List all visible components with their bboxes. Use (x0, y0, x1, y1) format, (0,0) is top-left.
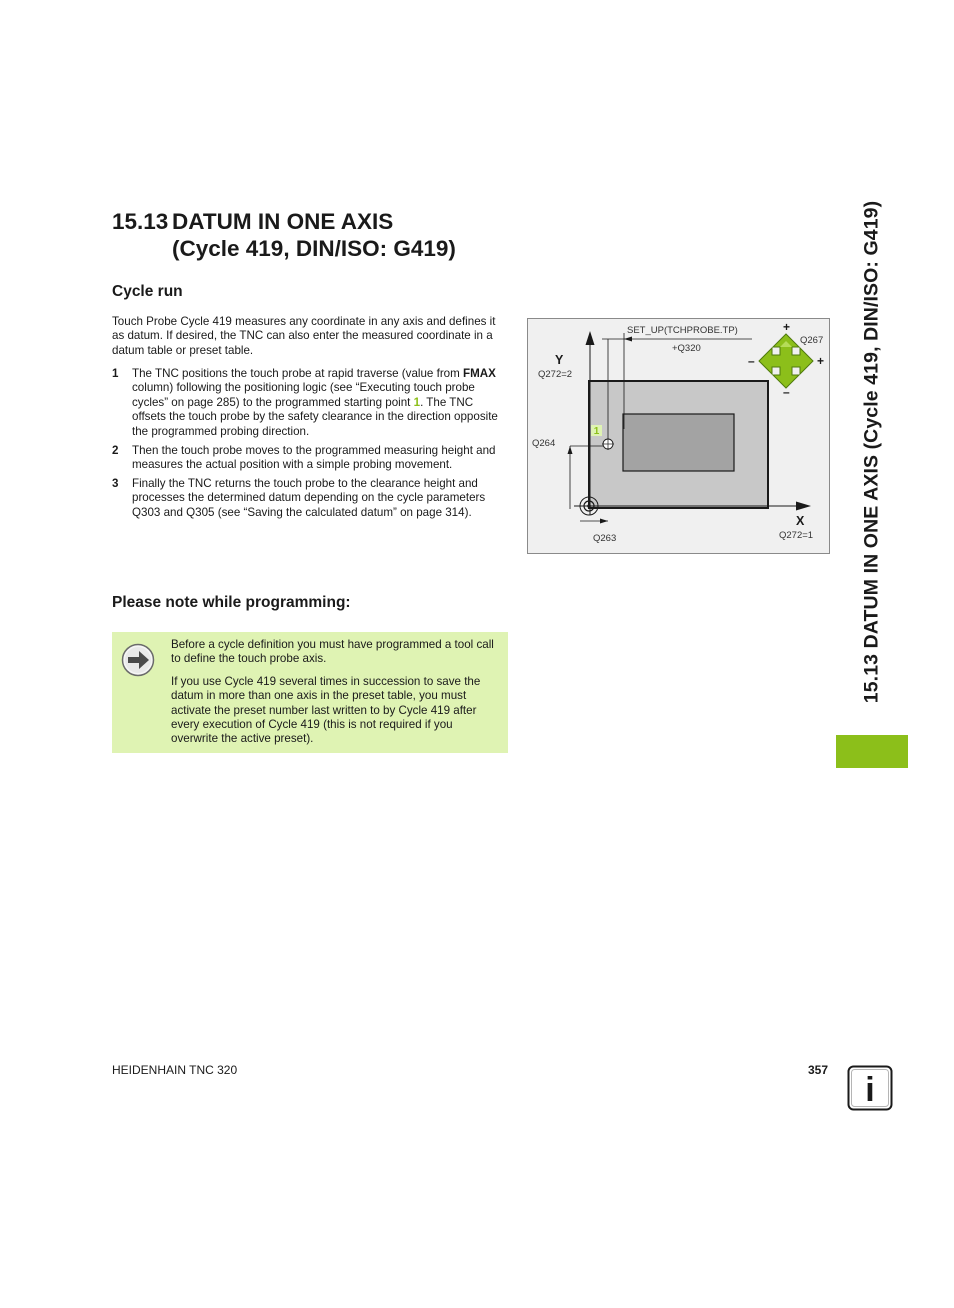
info-icon-svg (847, 1065, 893, 1111)
side-tab-accent (836, 735, 908, 768)
note-box (112, 632, 508, 753)
probe-diagram (527, 318, 830, 554)
x-axis-label: X (796, 514, 805, 528)
workpiece-pocket (623, 414, 734, 471)
cycle-run-intro: Touch Probe Cycle 419 measures any coordinate in any axis and defines it as datum. If desired, the TNC can also enter the measured coordinate in a datum table or preset table. (112, 315, 496, 357)
step-text: . The TNC offsets the touch probe by the safety clearance in the direction opposite the programmed probing direction. (132, 395, 498, 438)
step-text: Then the touch probe moves to the programmed measuring height and measures the actual position with a simple probing movement. (132, 443, 496, 471)
setup-label: SET_UP(TCHPROBE.TP) (627, 325, 738, 336)
note-text (171, 638, 501, 755)
page-number: 357 (808, 1063, 829, 1077)
plus-right-label: + (817, 354, 825, 368)
datum-dot (587, 504, 591, 508)
info-icon (847, 1065, 893, 1111)
note-paragraph: If you use Cycle 419 several times in succession to save the datum in more than one axis in the preset table, you must activate the preset number last written to by Cycle 419 after every execution of Cycle 419 (this is not required if you overwrite the active preset). (171, 674, 481, 746)
step-number: 1 (112, 367, 119, 380)
minus-left-label: – (748, 354, 755, 368)
minus-bottom-label: – (783, 385, 790, 399)
section-number: 15.13 (112, 209, 169, 234)
step-text: Finally the TNC returns the touch probe to the clearance height and processes the determined datum depending on the cycle parameters Q303 and Q305 (see “Saving the calculated datum” on page 314). (132, 476, 486, 519)
x-axis-arrow (796, 502, 811, 511)
step-number: 3 (112, 476, 119, 490)
q272-1-label: Q272=1 (779, 530, 814, 541)
cycle-run-steps (112, 367, 508, 525)
q264-arrow (568, 446, 573, 454)
step-item (112, 444, 508, 473)
title-line-1: DATUM IN ONE AXIS (172, 209, 394, 234)
y-axis-label: Y (555, 353, 564, 367)
step-item (112, 477, 508, 520)
q264-label: Q264 (532, 438, 556, 449)
page-title (112, 208, 532, 262)
q272-2-label: Q272=2 (538, 369, 573, 380)
info-glyph: i (865, 1071, 875, 1109)
probe-diagram-svg (528, 319, 829, 553)
side-tab-title: 15.13 DATUM IN ONE AXIS (Cycle 419, DIN/ISO: G419) (860, 200, 883, 704)
step-number: 2 (112, 443, 119, 457)
title-line-2: (Cycle 419, DIN/ISO: G419) (172, 236, 456, 261)
fmax-keyword: FMAX (463, 367, 496, 380)
point-reference: 1 (413, 395, 421, 409)
q320-label: +Q320 (672, 343, 701, 354)
footer-product: HEIDENHAIN TNC 320 (112, 1063, 238, 1077)
note-heading: Please note while programming: (112, 594, 351, 611)
step-text: column) following the positioning logic (see “Executing touch probe cycles” on page 285) to the programmed starting point (132, 381, 475, 409)
cycle-run-heading: Cycle run (112, 283, 183, 300)
q263-arrow (600, 519, 608, 524)
setup-arrow (624, 337, 632, 342)
q263-label: Q263 (593, 533, 617, 544)
note-paragraph: Before a cycle definition you must have programmed a tool call to define the touch probe axis. (171, 638, 494, 666)
point-label: 1 (593, 426, 600, 437)
q267-label: Q267 (800, 335, 824, 346)
arrow-right-icon (121, 643, 155, 677)
step-text: The TNC positions the touch probe at rapid traverse (value from (132, 367, 464, 380)
plus-top-label: + (783, 320, 791, 334)
y-axis-arrow (586, 331, 595, 345)
step-item (112, 367, 508, 439)
